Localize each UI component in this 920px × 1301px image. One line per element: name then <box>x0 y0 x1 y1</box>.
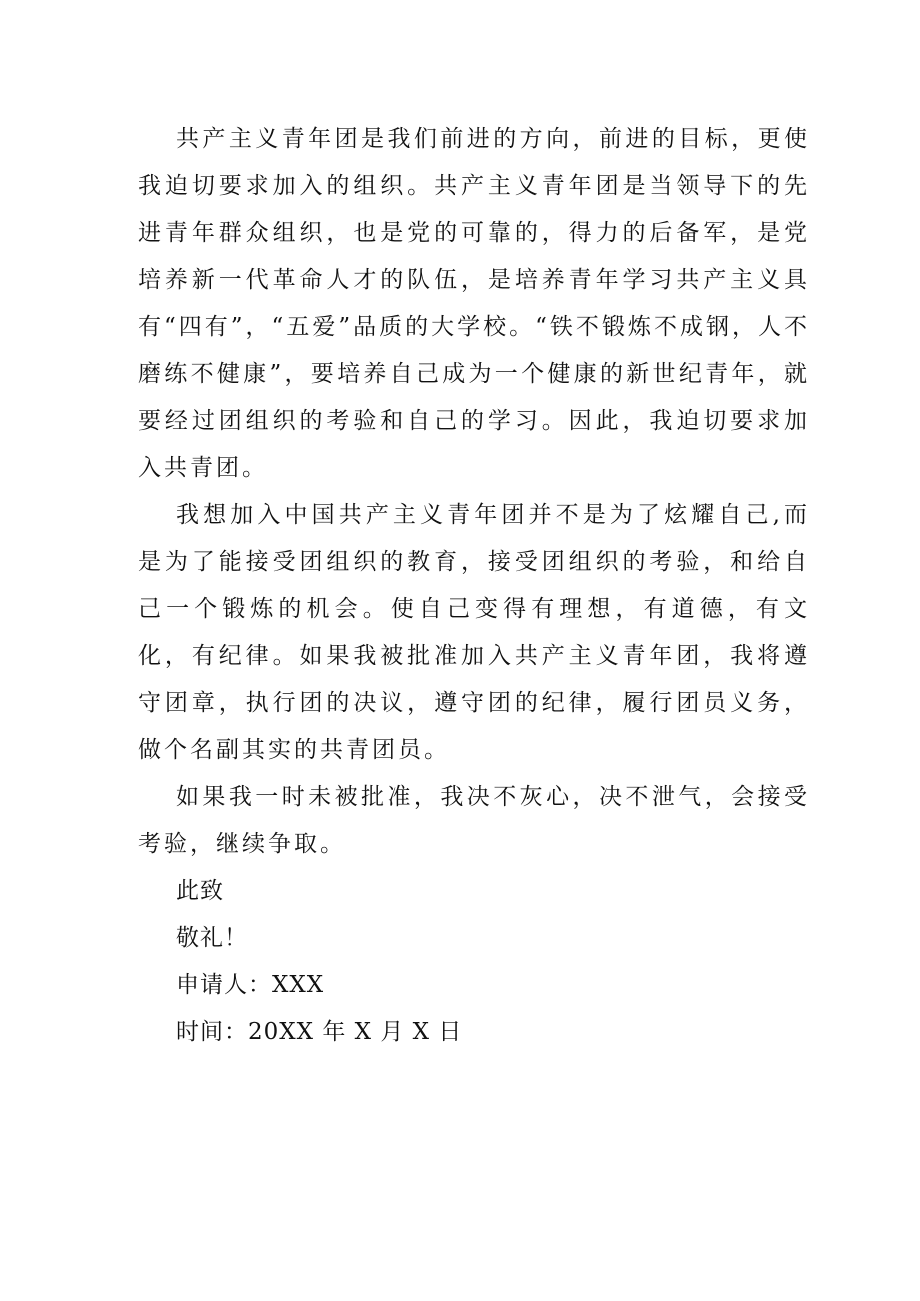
respect-line: 敬礼！ <box>176 925 248 951</box>
paragraph-2: 我想加入中国共产主义青年团并不是为了炫耀自己,而是为了能接受团组织的教育，接受团组织的考验，和给自己一个锻炼的机会。使自己变得有理想，有道德，有文化，有纪律。如果我被批准加入共产主义青年团，我将遵守团章，执行团的决议，遵守团的纪律，履行团员义务，做个名副其实的共青团员。 <box>138 502 810 763</box>
paragraph-3: 如果我一时未被批准，我决不灰心，决不泄气，会接受考验，继续争取。 <box>138 784 810 857</box>
applicant-line: 申请人：XXX <box>176 972 325 998</box>
salutation: 此致 <box>176 878 224 904</box>
date-line: 时间：20XX 年 X 月 X 日 <box>176 1019 463 1045</box>
paragraph-1: 共产主义青年团是我们前进的方向，前进的目标，更使我迫切要求加入的组织。共产主义青年团是当领导下的先进青年群众组织，也是党的可靠的，得力的后备军，是党培养新一代革命人才的队伍，是培养青年学习共产主义具有“四有”，“五爱”品质的大学校。“铁不锻炼不成钢，人不磨练不健康”，要培养自己成为一个健康的新世纪青年，就要经过团组织的考验和自己的学习。因此，我迫切要求加入共青团。 <box>138 126 810 481</box>
